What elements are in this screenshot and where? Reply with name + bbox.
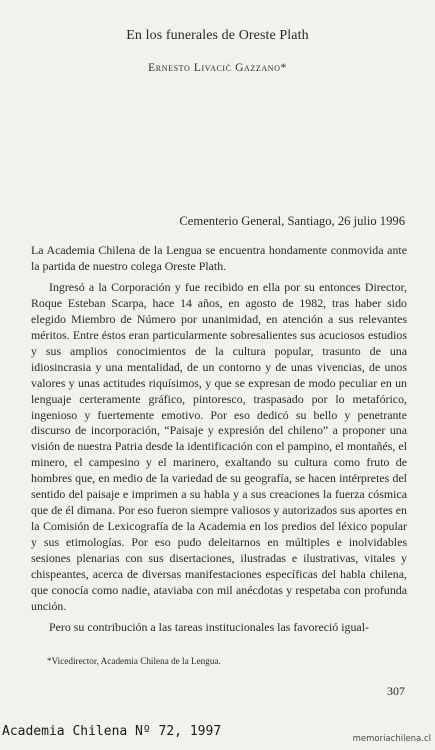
article-title: En los funerales de Oreste Plath (126, 28, 309, 43)
paragraph-1: La Academia Chilena de la Lengua se encuentra hondamente conmovida ante la partida de nuestro colega Oreste Plath. (31, 243, 407, 273)
page-number: 307 (387, 684, 405, 698)
author-name: Ernesto Livacić Gazzano* (148, 62, 287, 74)
dateline: Cementerio General, Santiago, 26 julio 1996 (179, 214, 405, 228)
article-body (31, 243, 407, 636)
paragraph-3: Pero su contribución a las tareas institucionales las favoreció igual- (49, 619, 369, 634)
paragraph-2: Ingresó a la Corporación y fue recibido en ella por su entonces Director, Roque Esteban Scarpa, hace 14 años, en agosto de 1982, tras haber sido elegido Miembro de Número por unanimidad, en atención a sus relevantes méritos. Entre éstos eran particularmente sobresalientes sus acuciosos estudios y sus amplios conocimientos de la cultura popular, trasunto de una idiosincrasia y una mentalidad, de un contorno y de unas vivencias, de unos valores y unas actitudes riquísimos, y que se expresan de modo peculiar en un lenguaje certeramente gráfico, pintoresco, traspasado por lo metafórico, ingenioso y fuertemente emotivo. Por eso dedicó su bello y penetrante discurso de incorporación, “Paisaje y expresión del chileno” a proponer una visión de nuestra Patria desde la identificación con el pampino, el montañés, el minero, el campesino y el marinero, exaltando su cultura como fruto de hombres que, en medio de la variedad de su geografía, se hacen intérpretes del sentido del paisaje e imprimen a su habla y a sus creaciones la fuerza cósmica que de él dimana. Por eso fueron siempre valiosos y autorizados sus aportes en la Comisión de Lexicografía de la Academia en los predios del léxico popular y sus etimologías. Por eso pudo deleitarnos en múltiples e inolvidables sesiones plenarias con sus disertaciones, ilustradas e ilustrativas, vitales y chispeantes, acerca de diversas manifestaciones específicas del habla chilena, que conocía como nadie, ataviaba con mil anécdotas y respetaba con profunda unción. (31, 279, 407, 613)
source-watermark: memoriachilena.cl (352, 734, 431, 744)
source-citation: Academia Chilena Nº 72, 1997 (2, 724, 222, 739)
footnote: *Vicedirector, Academia Chilena de la Lengua. (47, 656, 221, 666)
